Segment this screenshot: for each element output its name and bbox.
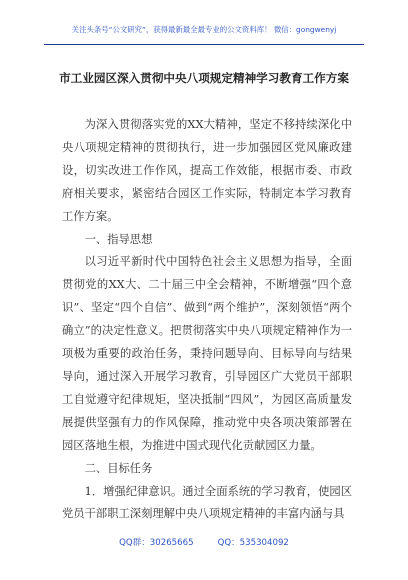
document-title: 市工业园区深入贯彻中央八项规定精神学习教育工作方案 bbox=[59, 71, 349, 85]
header-promo-note: 关注头条号“公文研究”，获得最新最全最专业的公文资料库！ 微信：gongwenyj bbox=[71, 25, 337, 34]
footer-qq-number: QQ：535304092 bbox=[217, 538, 289, 548]
footer-contact bbox=[0, 536, 408, 548]
section-heading-guiding-ideology: 一、指导思想 bbox=[84, 232, 153, 246]
section-heading-goals-tasks: 二、目标任务 bbox=[84, 461, 153, 475]
footer-qq-group: QQ群：30265665 bbox=[119, 538, 194, 548]
intro-paragraph: 为深入贯彻落实党的XX大精神，坚定不移持续深化中央八项规定精神的贯彻执行，进一步加强园区党风廉政建设，切实改进工作作风，提高工作效能，根据市委、市政府相关要求，紧密结合园区工作实际，特制定本学习教育工作方案。 bbox=[62, 118, 352, 223]
document-body bbox=[62, 114, 352, 526]
goals-item-1-paragraph: 1．增强纪律意识。通过全面系统的学习教育，使园区党员干部职工深刻理解中央八项规定精神的丰富内涵与具 bbox=[62, 484, 352, 521]
guiding-ideology-paragraph: 以习近平新时代中国特色社会主义思想为指导，全面贯彻党的XX大、二十届三中全会精神，不断增强“四个意识”、坚定“四个自信”、做到“两个维护”，深刻领悟“两个确立”的决定性意义。把贯彻落实中央八项规定精神作为一项极为重要的政治任务，秉持问题导向、目标导向与结果导向，通过深入开展学习教育，引导园区广大党员干部职工自觉遵守纪律规矩，坚决抵制“四风”，为园区高质量发展提供坚强有力的作风保障，推动党中央各项决策部署在园区落地生根，为推进中国式现代化贡献园区力量。 bbox=[62, 255, 352, 452]
header-divider bbox=[44, 44, 364, 45]
